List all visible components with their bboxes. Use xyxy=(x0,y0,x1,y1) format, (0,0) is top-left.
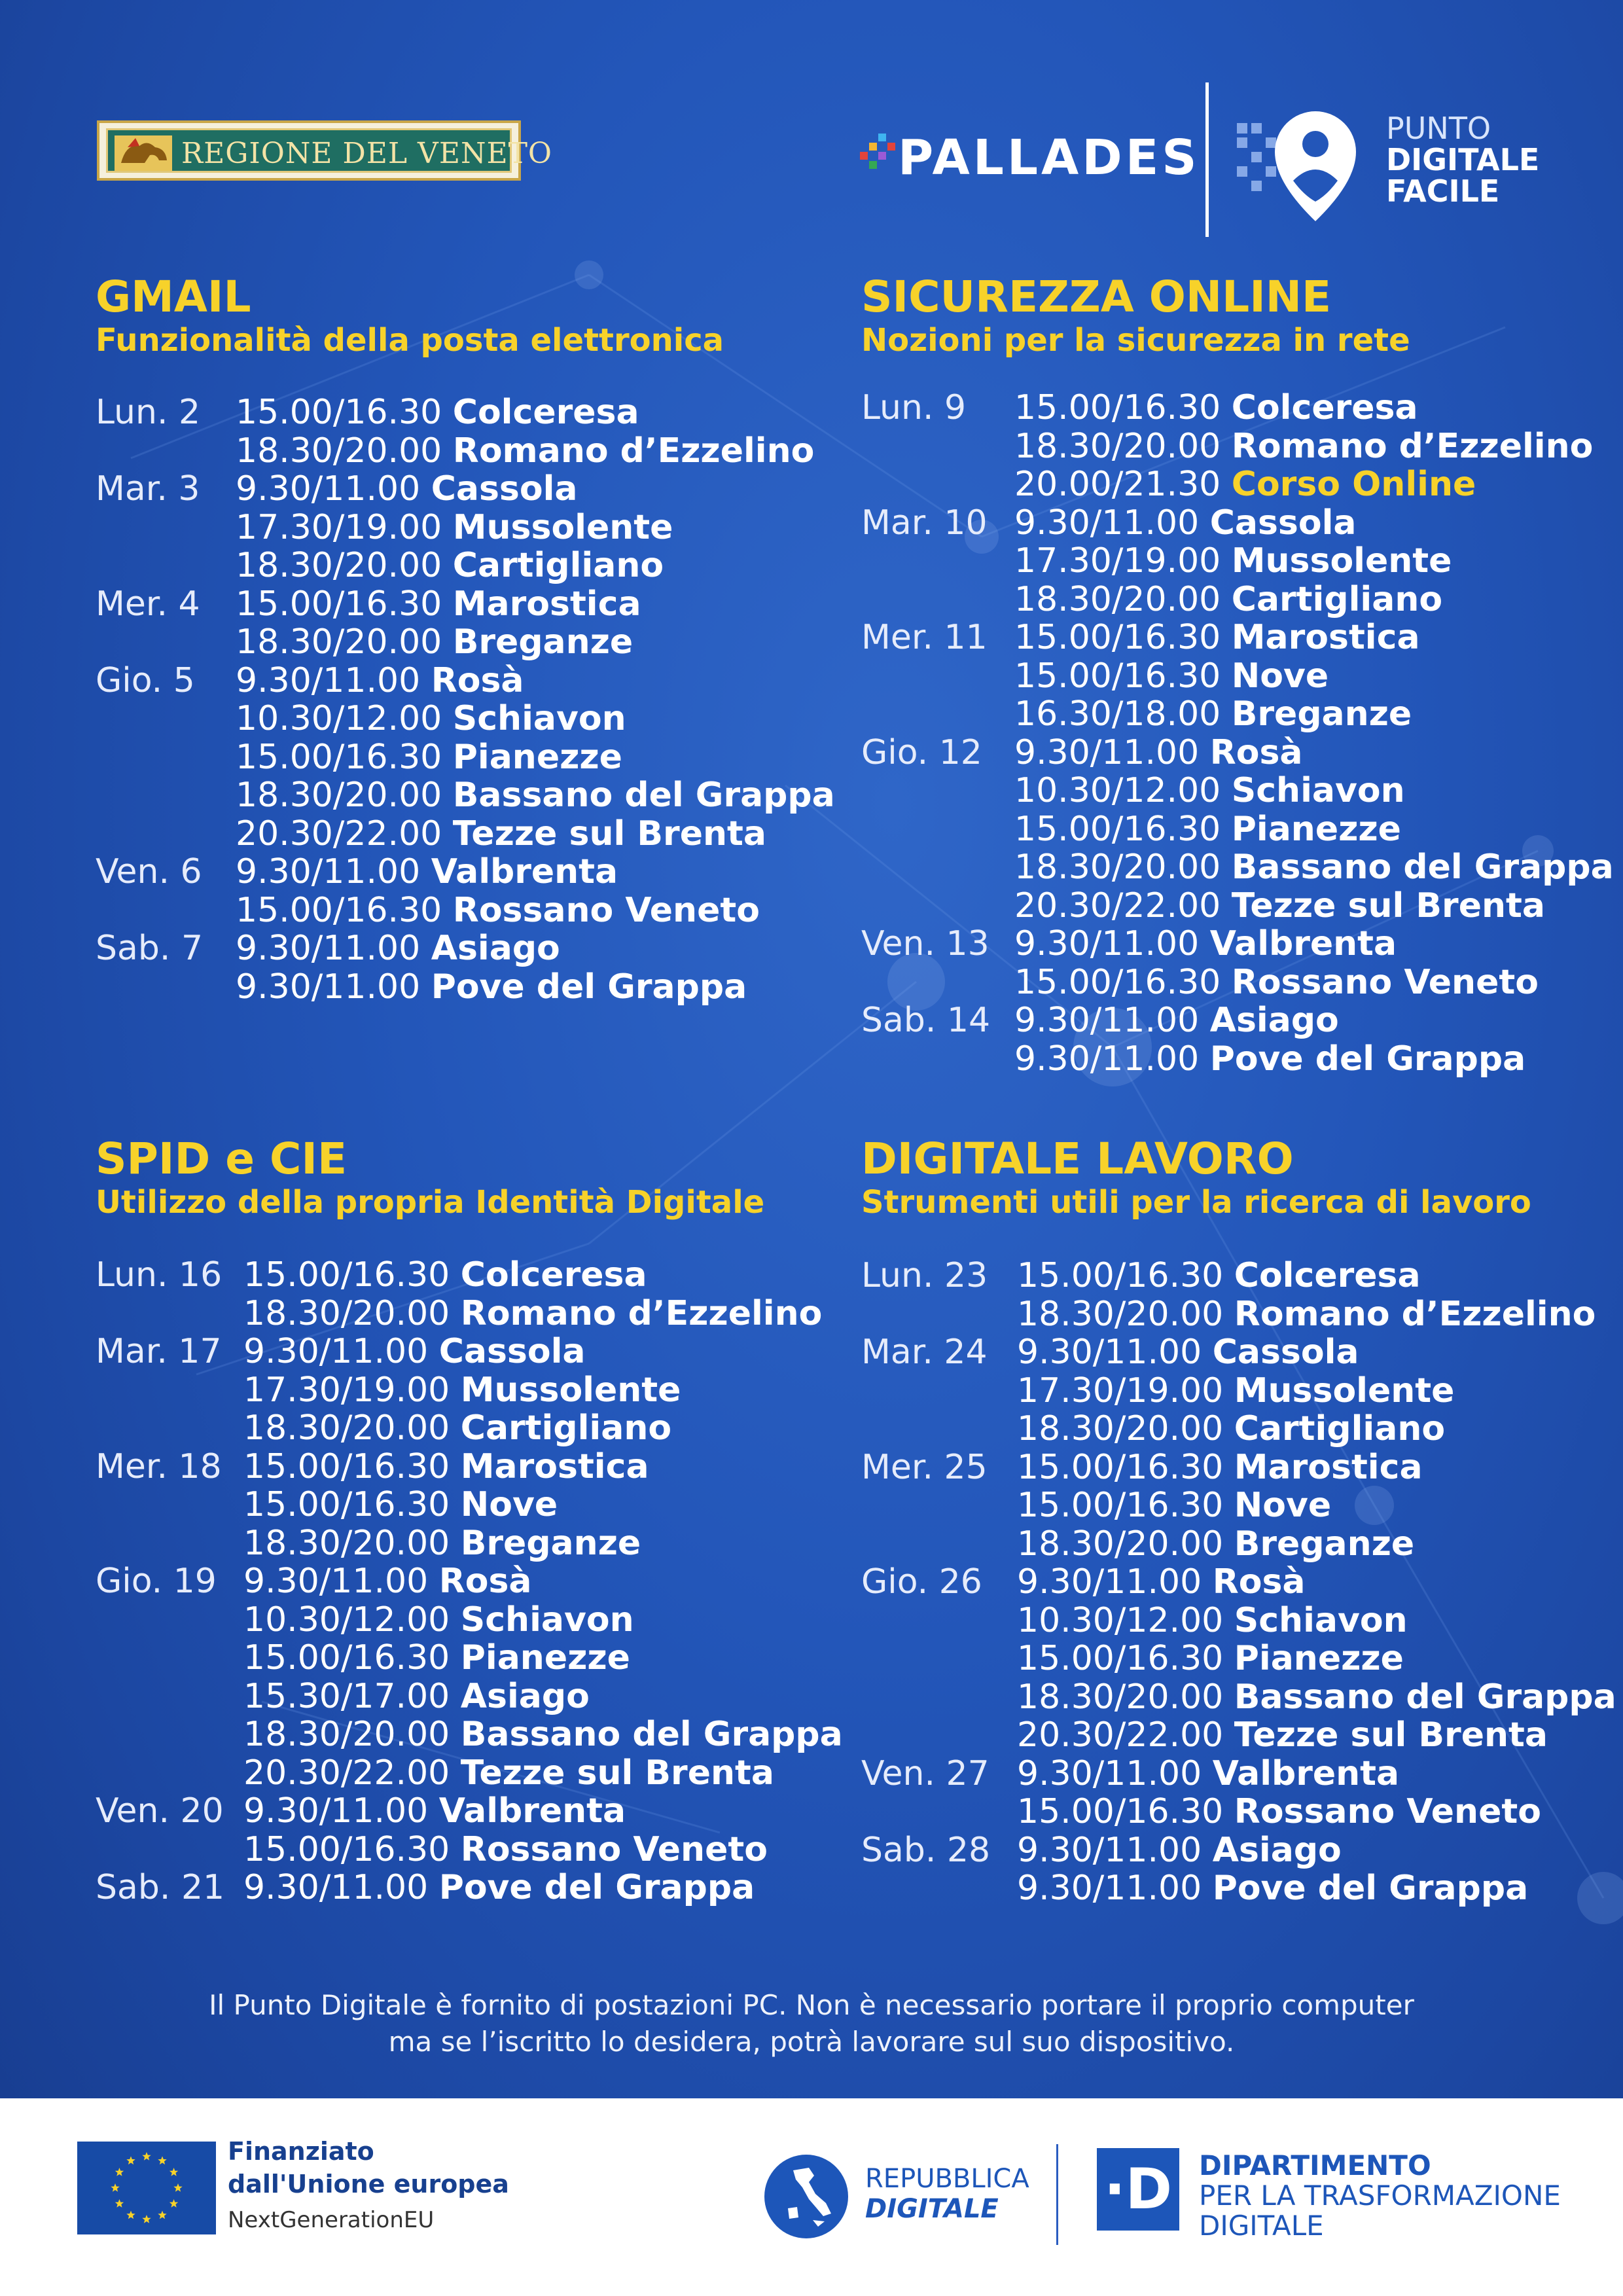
schedule-time: 9.30/11.00 xyxy=(1017,1562,1202,1602)
schedule-place: Colceresa xyxy=(460,1255,647,1295)
regione-veneto-logo xyxy=(97,120,552,181)
schedule-place: Rosà xyxy=(1212,1562,1306,1602)
schedule-day: Ven. 27 xyxy=(861,1753,990,1793)
schedule-place: Cassola xyxy=(1209,503,1357,543)
schedule-place: Nove xyxy=(460,1485,558,1524)
section-gmail xyxy=(96,272,835,1007)
schedule-day: Gio. 5 xyxy=(96,660,195,700)
schedule-place: Romano d’Ezzelino xyxy=(1234,1294,1596,1334)
schedule-place: Schiavon xyxy=(1234,1600,1408,1640)
schedule-day: Lun. 2 xyxy=(96,393,201,432)
digitale-line: DIGITALE xyxy=(1386,142,1540,177)
schedule-place: Asiago xyxy=(1212,1830,1342,1870)
schedule-time: 18.30/20.00 xyxy=(1017,1677,1224,1717)
schedule-place: Breganze xyxy=(1234,1524,1415,1564)
punto-line: PUNTO xyxy=(1386,111,1491,146)
dipartimento-logo xyxy=(1097,2148,1179,2231)
eu-line3: NextGenerationEU xyxy=(228,2207,435,2233)
schedule-place: Mussolente xyxy=(460,1370,681,1410)
schedule-time: 18.30/20.00 xyxy=(1017,1294,1224,1334)
schedule-time: 18.30/20.00 xyxy=(236,546,442,585)
schedule-time: 15.00/16.30 xyxy=(1017,1256,1224,1295)
schedule-time: 20.30/22.00 xyxy=(1017,1715,1224,1755)
schedule-place: Marostica xyxy=(460,1446,649,1486)
schedule-place: Colceresa xyxy=(1234,1256,1421,1295)
eu-line2: dall'Unione europea xyxy=(228,2170,509,2198)
punto-digitale-facile-text xyxy=(1386,113,1539,207)
schedule-place: Asiago xyxy=(431,929,560,968)
schedule-time: 17.30/19.00 xyxy=(1017,1371,1224,1410)
section-spid-cie xyxy=(96,1134,843,1907)
schedule-day: Sab. 28 xyxy=(861,1830,991,1870)
schedule-day: Ven. 13 xyxy=(861,924,990,963)
schedule-place: Schiavon xyxy=(1231,771,1405,810)
schedule-day: Gio. 26 xyxy=(861,1562,982,1602)
schedule-place: Nove xyxy=(1231,656,1329,696)
schedule-day: Mer. 11 xyxy=(861,618,988,657)
schedule-day: Lun. 9 xyxy=(861,388,967,427)
dipartimento-logo-letter: ·D xyxy=(1103,2157,1173,2222)
schedule-time: 15.00/16.30 xyxy=(1014,962,1221,1002)
schedule-place: Rossano Veneto xyxy=(1231,962,1539,1002)
schedule-place: Schiavon xyxy=(452,699,626,738)
schedule-place: Asiago xyxy=(460,1676,590,1716)
schedule-place: Schiavon xyxy=(460,1600,634,1640)
schedule-time: 20.00/21.30 xyxy=(1014,465,1221,504)
schedule-time: 15.00/16.30 xyxy=(1017,1792,1224,1831)
schedule-time: 9.30/11.00 xyxy=(1014,1001,1200,1040)
schedule-place: Colceresa xyxy=(452,393,639,432)
schedule-time: 9.30/11.00 xyxy=(1017,1333,1202,1372)
schedule-day: Mer. 4 xyxy=(96,584,200,624)
schedule-place: Mussolente xyxy=(1234,1371,1455,1410)
schedule-day: Mer. 18 xyxy=(96,1446,222,1486)
schedule-time: 18.30/20.00 xyxy=(1017,1524,1224,1564)
schedule-time: 9.30/11.00 xyxy=(243,1868,429,1907)
schedule-place: Marostica xyxy=(1231,618,1420,657)
dt-line2: PER LA TRASFORMAZIONE xyxy=(1199,2179,1561,2212)
schedule-day: Mar. 24 xyxy=(861,1333,988,1372)
schedule-place: Cartigliano xyxy=(460,1408,672,1448)
schedule-place: Rosà xyxy=(438,1562,532,1601)
schedule-day: Gio. 12 xyxy=(861,732,982,772)
schedule-time: 15.00/16.30 xyxy=(1014,388,1221,427)
schedule-place: Valbrenta xyxy=(1209,924,1397,963)
schedule-day: Sab. 14 xyxy=(861,1001,991,1040)
section-sicurezza-online xyxy=(861,272,1614,1079)
schedule-place: Marostica xyxy=(452,584,641,624)
schedule-time: 20.30/22.00 xyxy=(236,814,442,853)
schedule-place: Pove del Grappa xyxy=(431,967,747,1007)
schedule-time: 18.30/20.00 xyxy=(243,1293,450,1333)
eu-line1: Finanziato xyxy=(228,2137,374,2166)
schedule-place: Pove del Grappa xyxy=(438,1868,755,1907)
schedule-time: 15.00/16.30 xyxy=(236,393,442,432)
schedule-place: Valbrenta xyxy=(431,852,618,891)
schedule-place: Rossano Veneto xyxy=(452,890,760,930)
schedule-place: Valbrenta xyxy=(438,1791,626,1831)
schedule-time: 18.30/20.00 xyxy=(243,1408,450,1448)
schedule-day: Ven. 6 xyxy=(96,852,202,891)
schedule-time: 17.30/19.00 xyxy=(243,1370,450,1410)
schedule-time: 9.30/11.00 xyxy=(243,1791,429,1831)
schedule-time: 9.30/11.00 xyxy=(1014,924,1200,963)
footer xyxy=(0,2098,1623,2296)
schedule-time: 18.30/20.00 xyxy=(243,1523,450,1563)
schedule-time: 15.00/16.30 xyxy=(236,584,442,624)
schedule-place: Cassola xyxy=(438,1332,586,1371)
schedule-time: 17.30/19.00 xyxy=(236,507,442,547)
section-title: SPID e CIE xyxy=(96,1134,348,1184)
schedule-time: 9.30/11.00 xyxy=(236,660,421,700)
schedule-time: 20.30/22.00 xyxy=(243,1753,450,1793)
schedule-day: Lun. 16 xyxy=(96,1255,223,1295)
dt-line3: DIGITALE xyxy=(1199,2210,1324,2242)
section-title: GMAIL xyxy=(96,272,251,322)
schedule-time: 17.30/19.00 xyxy=(1014,541,1221,581)
schedule-time: 15.00/16.30 xyxy=(1014,618,1221,657)
schedule-day: Sab. 21 xyxy=(96,1868,225,1907)
schedule-place: Bassano del Grappa xyxy=(1231,848,1614,887)
dipartimento-text xyxy=(1199,2151,1561,2241)
footer-divider xyxy=(1056,2144,1058,2245)
schedule-place: Mussolente xyxy=(452,507,673,547)
section-title: SICUREZZA ONLINE xyxy=(861,272,1332,322)
schedule-time: 9.30/11.00 xyxy=(236,967,421,1007)
schedule-time: 15.00/16.30 xyxy=(243,1255,450,1295)
schedule-time: 15.00/16.30 xyxy=(1014,656,1221,696)
info-note-line1: Il Punto Digitale è fornito di postazioni PC. Non è necessario portare il proprio computer xyxy=(209,1989,1414,2021)
schedule-place: Valbrenta xyxy=(1212,1753,1400,1793)
info-note xyxy=(0,1987,1623,2060)
schedule-place: Tezze sul Brenta xyxy=(460,1753,774,1793)
repubblica-digitale-text xyxy=(865,2164,1029,2224)
eu-flag-icon xyxy=(77,2142,216,2234)
dt-line1: DIPARTIMENTO xyxy=(1199,2149,1431,2181)
schedule-place: Pove del Grappa xyxy=(1209,1039,1526,1079)
schedule-day: Sab. 7 xyxy=(96,929,204,968)
schedule-place: Rossano Veneto xyxy=(1234,1792,1541,1831)
eu-funding-text xyxy=(228,2135,509,2240)
schedule-day: Mar. 10 xyxy=(861,503,988,543)
pallades-logo-text: PALLADES xyxy=(898,130,1200,186)
schedule-time: 9.30/11.00 xyxy=(1017,1830,1202,1870)
regione-logo-text: REGIONE DEL VENETO xyxy=(181,137,552,170)
location-pin-icon xyxy=(1237,103,1368,228)
section-subtitle: Strumenti utili per la ricerca di lavoro xyxy=(861,1184,1531,1221)
schedule-day: Mer. 25 xyxy=(861,1447,988,1487)
schedule-place: Tezze sul Brenta xyxy=(1231,886,1545,925)
schedule-time: 20.30/22.00 xyxy=(1014,886,1221,925)
schedule-place: Romano d’Ezzelino xyxy=(460,1293,823,1333)
schedule-time: 15.00/16.30 xyxy=(236,890,442,930)
schedule-place: Breganze xyxy=(1231,694,1412,734)
schedule-place: Corso Online xyxy=(1231,465,1476,504)
schedule-place: Cartigliano xyxy=(1231,579,1443,619)
header-divider xyxy=(1205,82,1209,237)
lion-icon xyxy=(113,134,173,172)
schedule-time: 15.00/16.30 xyxy=(1017,1639,1224,1678)
schedule-time: 9.30/11.00 xyxy=(236,929,421,968)
schedule-time: 18.30/20.00 xyxy=(1014,579,1221,619)
schedule-time: 15.00/16.30 xyxy=(243,1638,450,1677)
rd-line2: DIGITALE xyxy=(865,2194,999,2224)
schedule-place: Cassola xyxy=(1212,1333,1359,1372)
facile-line: FACILE xyxy=(1386,173,1500,209)
schedule-place: Cartigliano xyxy=(1234,1409,1446,1448)
schedule-place: Cartigliano xyxy=(452,546,664,585)
schedule-day: Gio. 19 xyxy=(96,1562,217,1601)
schedule-time: 9.30/11.00 xyxy=(243,1562,429,1601)
schedule-time: 9.30/11.00 xyxy=(236,469,421,509)
schedule-time: 16.30/18.00 xyxy=(1014,694,1221,734)
schedule-time: 10.30/12.00 xyxy=(243,1600,450,1640)
schedule-time: 9.30/11.00 xyxy=(1014,1039,1200,1079)
schedule-place: Pianezze xyxy=(460,1638,630,1677)
schedule-time: 9.30/11.00 xyxy=(1017,1869,1202,1908)
schedule-place: Asiago xyxy=(1209,1001,1339,1040)
schedule-time: 15.00/16.30 xyxy=(243,1485,450,1524)
schedule-place: Rossano Veneto xyxy=(460,1829,768,1869)
info-note-line2: ma se l’iscritto lo desidera, potrà lavorare sul suo dispositivo. xyxy=(388,2026,1235,2058)
schedule-place: Breganze xyxy=(452,622,633,662)
schedule-day: Lun. 23 xyxy=(861,1256,988,1295)
schedule-time: 9.30/11.00 xyxy=(236,852,421,891)
schedule-place: Rosà xyxy=(431,660,524,700)
schedule-place: Nove xyxy=(1234,1486,1332,1525)
schedule-place: Breganze xyxy=(460,1523,641,1563)
schedule-place: Bassano del Grappa xyxy=(460,1715,843,1754)
section-title: DIGITALE LAVORO xyxy=(861,1134,1294,1184)
schedule-time: 15.00/16.30 xyxy=(243,1446,450,1486)
schedule-time: 10.30/12.00 xyxy=(236,699,442,738)
schedule-place: Cassola xyxy=(431,469,578,509)
schedule-time: 15.00/16.30 xyxy=(243,1829,450,1869)
schedule-place: Pianezze xyxy=(452,737,622,777)
schedule-place: Tezze sul Brenta xyxy=(452,814,766,853)
schedule-place: Bassano del Grappa xyxy=(452,776,835,815)
schedule-time: 18.30/20.00 xyxy=(1014,426,1221,466)
schedule-day: Ven. 20 xyxy=(96,1791,224,1831)
schedule-place: Rosà xyxy=(1209,732,1303,772)
schedule-time: 18.30/20.00 xyxy=(1017,1409,1224,1448)
section-digitale-lavoro xyxy=(861,1134,1616,1908)
schedule-place: Romano d’Ezzelino xyxy=(1231,426,1594,466)
schedule-time: 15.30/17.00 xyxy=(243,1676,450,1716)
section-subtitle: Nozioni per la sicurezza in rete xyxy=(861,322,1410,359)
schedule-time: 9.30/11.00 xyxy=(1014,732,1200,772)
section-subtitle: Funzionalità della posta elettronica xyxy=(96,322,724,359)
schedule-time: 15.00/16.30 xyxy=(1014,809,1221,849)
schedule-day: Mar. 3 xyxy=(96,469,200,509)
schedule-place: Pianezze xyxy=(1231,809,1401,849)
schedule-place: Pove del Grappa xyxy=(1212,1869,1529,1908)
schedule-place: Colceresa xyxy=(1231,388,1418,427)
pallades-logo xyxy=(857,110,1200,195)
schedule-time: 9.30/11.00 xyxy=(243,1332,429,1371)
schedule-time: 18.30/20.00 xyxy=(243,1715,450,1754)
schedule-time: 18.30/20.00 xyxy=(1014,848,1221,887)
schedule-time: 18.30/20.00 xyxy=(236,622,442,662)
schedule-time: 9.30/11.00 xyxy=(1014,503,1200,543)
italy-map-icon xyxy=(763,2153,849,2240)
rd-line1: REPUBBLICA xyxy=(865,2164,1029,2194)
schedule-time: 15.00/16.30 xyxy=(1017,1486,1224,1525)
schedule-place: Marostica xyxy=(1234,1447,1423,1487)
schedule-time: 15.00/16.30 xyxy=(1017,1447,1224,1487)
schedule-day: Mar. 17 xyxy=(96,1332,222,1371)
schedule-place: Romano d’Ezzelino xyxy=(452,431,815,471)
schedule-time: 10.30/12.00 xyxy=(1017,1600,1224,1640)
schedule-time: 15.00/16.30 xyxy=(236,737,442,777)
section-subtitle: Utilizzo della propria Identità Digitale xyxy=(96,1184,765,1221)
schedule-place: Tezze sul Brenta xyxy=(1234,1715,1548,1755)
schedule-place: Pianezze xyxy=(1234,1639,1404,1678)
schedule-time: 10.30/12.00 xyxy=(1014,771,1221,810)
schedule-place: Bassano del Grappa xyxy=(1234,1677,1616,1717)
schedule-time: 9.30/11.00 xyxy=(1017,1753,1202,1793)
schedule-place: Mussolente xyxy=(1231,541,1452,581)
schedule-time: 18.30/20.00 xyxy=(236,776,442,815)
schedule-time: 18.30/20.00 xyxy=(236,431,442,471)
